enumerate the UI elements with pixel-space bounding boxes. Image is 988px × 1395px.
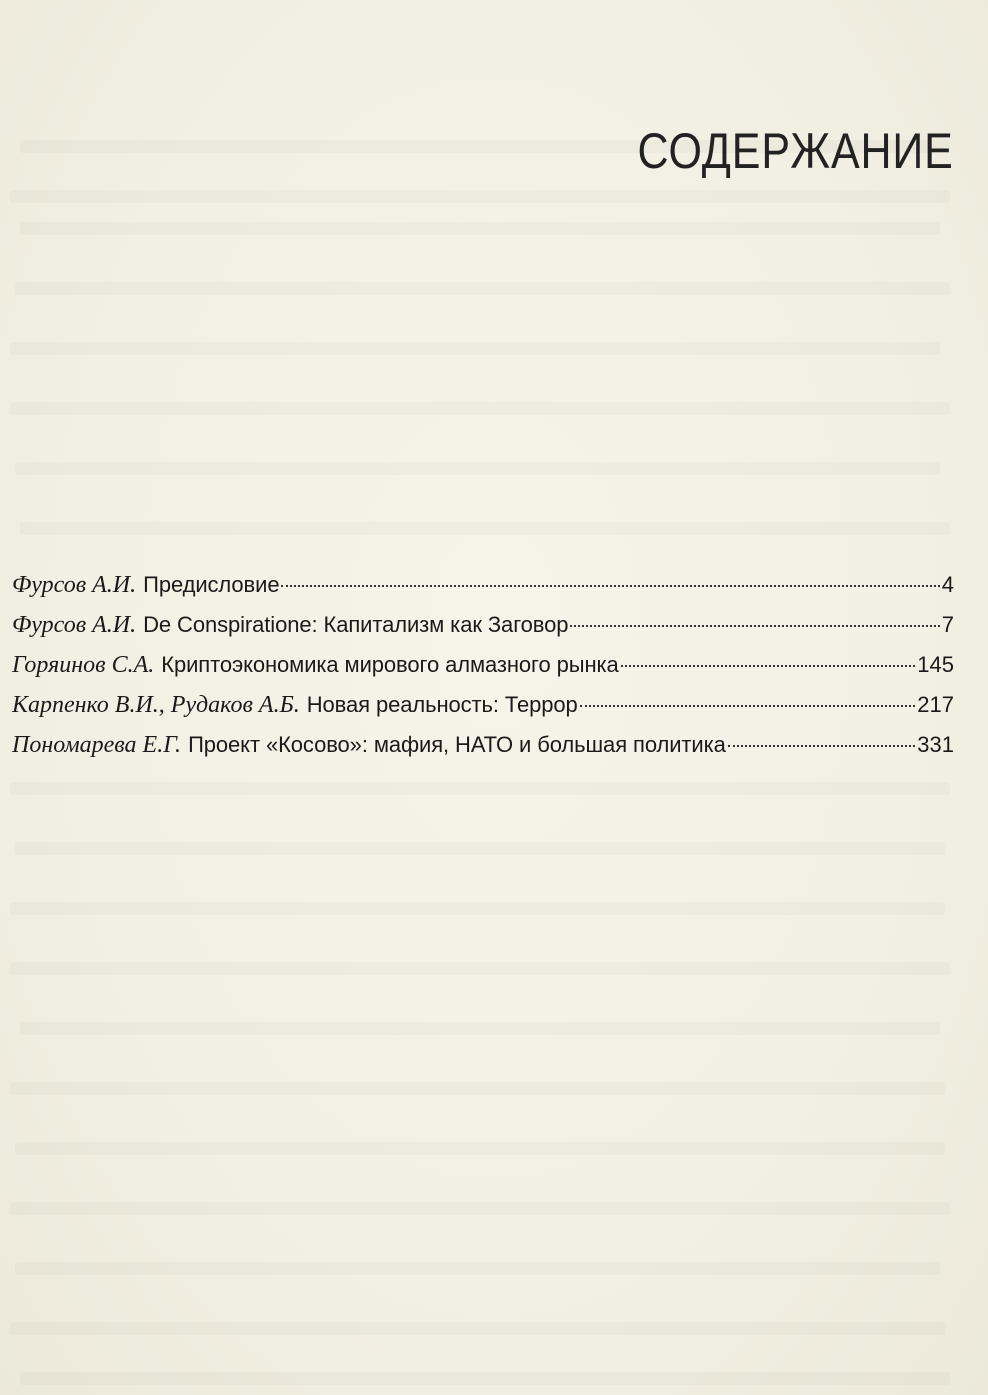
show-through-line: [20, 1022, 940, 1035]
toc-title: Новая реальность: Террор: [306, 692, 578, 717]
toc-entry[interactable]: [12, 732, 954, 772]
show-through-line: [20, 222, 940, 235]
show-through-line: [15, 1142, 945, 1155]
show-through-line: [10, 902, 945, 915]
page-title: СОДЕРЖАНИЕ: [637, 123, 954, 179]
show-through-line: [10, 782, 950, 795]
toc-page-number: 4: [941, 572, 954, 597]
toc-entry[interactable]: [12, 612, 954, 652]
toc-page-number: 145: [917, 652, 954, 677]
dot-leader: [281, 585, 939, 587]
toc-title: Криптоэкономика мирового алмазного рынка: [161, 652, 619, 677]
show-through-line: [10, 190, 950, 203]
toc-entry[interactable]: [12, 572, 954, 612]
toc-title: Предисловие: [143, 572, 280, 597]
show-through-line: [10, 962, 950, 975]
show-through-line: [15, 842, 945, 855]
dot-leader: [728, 745, 916, 747]
show-through-line: [20, 522, 950, 535]
toc-page-number: 331: [917, 732, 954, 757]
table-of-contents: [12, 572, 954, 772]
show-through-line: [10, 1082, 945, 1095]
toc-author: Горяинов С.А.: [12, 652, 155, 678]
dot-leader: [580, 705, 916, 707]
toc-author: Фурсов А.И.: [12, 612, 137, 638]
toc-entry[interactable]: [12, 652, 954, 692]
toc-author: Карпенко В.И., Рудаков А.Б.: [12, 692, 300, 718]
toc-title: Проект «Косово»: мафия, НАТО и большая политика: [188, 732, 726, 757]
toc-page-number: 7: [941, 612, 954, 637]
dot-leader: [570, 625, 939, 627]
dot-leader: [621, 665, 916, 667]
show-through-line: [10, 1202, 950, 1215]
toc-entry[interactable]: [12, 692, 954, 732]
show-through-line: [15, 282, 950, 295]
show-through-line: [10, 1322, 945, 1335]
show-through-line: [10, 402, 950, 415]
show-through-line: [15, 462, 940, 475]
toc-author: Пономарева Е.Г.: [12, 732, 182, 758]
toc-page-number: 217: [917, 692, 954, 717]
show-through-line: [20, 1372, 950, 1385]
toc-author: Фурсов А.И.: [12, 572, 137, 598]
show-through-line: [10, 342, 940, 355]
show-through-line: [15, 1262, 940, 1275]
toc-title: De Conspiratione: Капитализм как Заговор: [143, 612, 569, 637]
